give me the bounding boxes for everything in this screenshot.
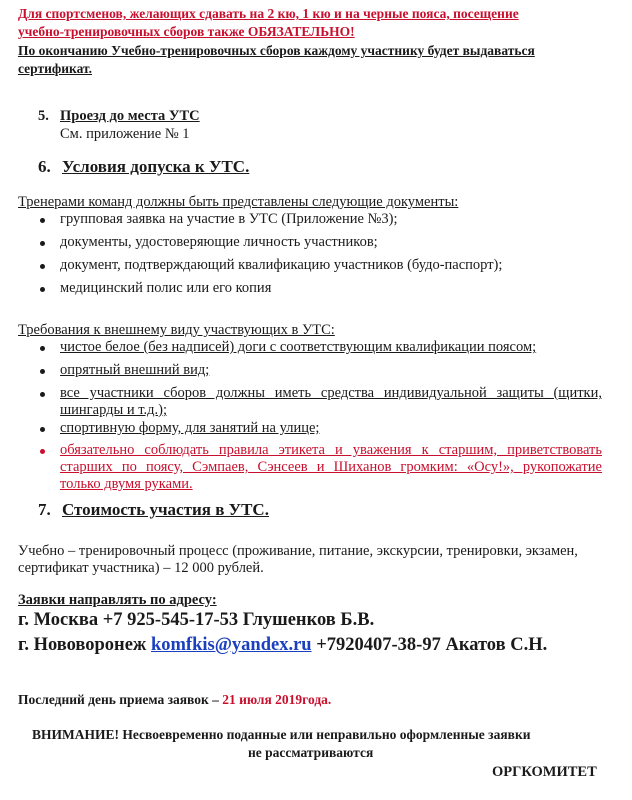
warning-line-2: не рассматриваются — [248, 745, 374, 760]
contact-novovoronezh-phone-name: +7920407-38-97 Акатов С.Н. — [316, 635, 548, 655]
bullet-icon — [40, 287, 45, 292]
cost-text-line-2: сертификат участника) – 12 000 рублей. — [18, 560, 264, 576]
section-7-title: Стоимость участия в УТС. — [62, 500, 269, 519]
requirements-header: Требования к внешнему виду участвующих в УТС: — [18, 322, 335, 338]
requirement-item: все участники сборов должны иметь средства индивидуальной защиты (щитки, — [60, 385, 602, 401]
docs-header: Тренерами команд должны быть представлены следующие документы: — [18, 194, 459, 210]
section-5-number: 5. — [38, 108, 49, 124]
notice-line-2: учебно-тренировочных сборов также ОБЯЗАТЕЛЬНО! — [18, 24, 355, 39]
signature: ОРГКОМИТЕТ — [492, 764, 597, 780]
contacts-header: Заявки направлять по адресу: — [18, 592, 217, 608]
requirement-item: спортивную форму, для занятий на улице; — [60, 420, 320, 436]
etiquette-line-3: только двумя руками. — [60, 476, 193, 492]
warning-line-1: ВНИМАНИЕ! Несвоевременно поданные или неправильно оформленные заявки — [32, 727, 531, 742]
section-5-text: См. приложение № 1 — [60, 126, 190, 142]
doc-item: медицинский полис или его копия — [60, 280, 272, 296]
section-6-number: 6. — [38, 157, 51, 176]
section-5-title: Проезд до места УТС — [60, 108, 200, 124]
notice-line-3: По окончанию Учебно-тренировочных сборов каждому участнику будет выдаваться — [18, 43, 535, 58]
doc-item: документы, удостоверяющие личность участников; — [60, 234, 378, 250]
deadline-label: Последний день приема заявок – — [18, 692, 223, 707]
bullet-icon — [40, 218, 45, 223]
bullet-icon — [40, 427, 45, 432]
contact-novovoronezh-city: г. Нововоронеж — [18, 635, 147, 655]
section-7-number: 7. — [38, 500, 51, 519]
deadline — [18, 692, 331, 708]
bullet-icon — [40, 346, 45, 351]
bullet-icon — [40, 369, 45, 374]
bullet-icon — [40, 392, 45, 397]
etiquette-line-2: старших по поясу, Сэмпаев, Сэнсеев и Шиханов громким: «Осу!», рукопожатие — [60, 459, 602, 475]
doc-item: документ, подтверждающий квалификацию участников (будо-паспорт); — [60, 257, 503, 273]
contact-novovoronezh — [18, 635, 547, 656]
etiquette-line-1: обязательно соблюдать правила этикета и уважения к старшим, приветствовать — [60, 442, 602, 458]
section-6-title: Условия допуска к УТС. — [62, 157, 250, 176]
contact-moscow: г. Москва +7 925-545-17-53 Глушенков Б.В. — [18, 610, 375, 630]
requirement-item: чистое белое (без надписей) доги с соответствующим квалификации поясом; — [60, 339, 537, 355]
notice-line-1: Для спортсменов, желающих сдавать на 2 кю, 1 кю и на черные пояса, посещение — [18, 6, 519, 21]
bullet-icon — [40, 264, 45, 269]
requirement-item-continued: шингарды и т.д.); — [60, 402, 167, 418]
email-link[interactable]: komfkis@yandex.ru — [150, 635, 312, 655]
bullet-icon — [40, 449, 45, 454]
notice-line-4: сертификат. — [18, 61, 92, 76]
doc-item: групповая заявка на участие в УТС (Приложение №3); — [60, 211, 398, 227]
cost-text-line-1: Учебно – тренировочный процесс (проживание, питание, экскурсии, тренировки, экзамен, — [18, 543, 578, 559]
requirement-item: опрятный внешний вид; — [60, 362, 210, 378]
deadline-date: 21 июля 2019года. — [222, 692, 332, 707]
bullet-icon — [40, 241, 45, 246]
